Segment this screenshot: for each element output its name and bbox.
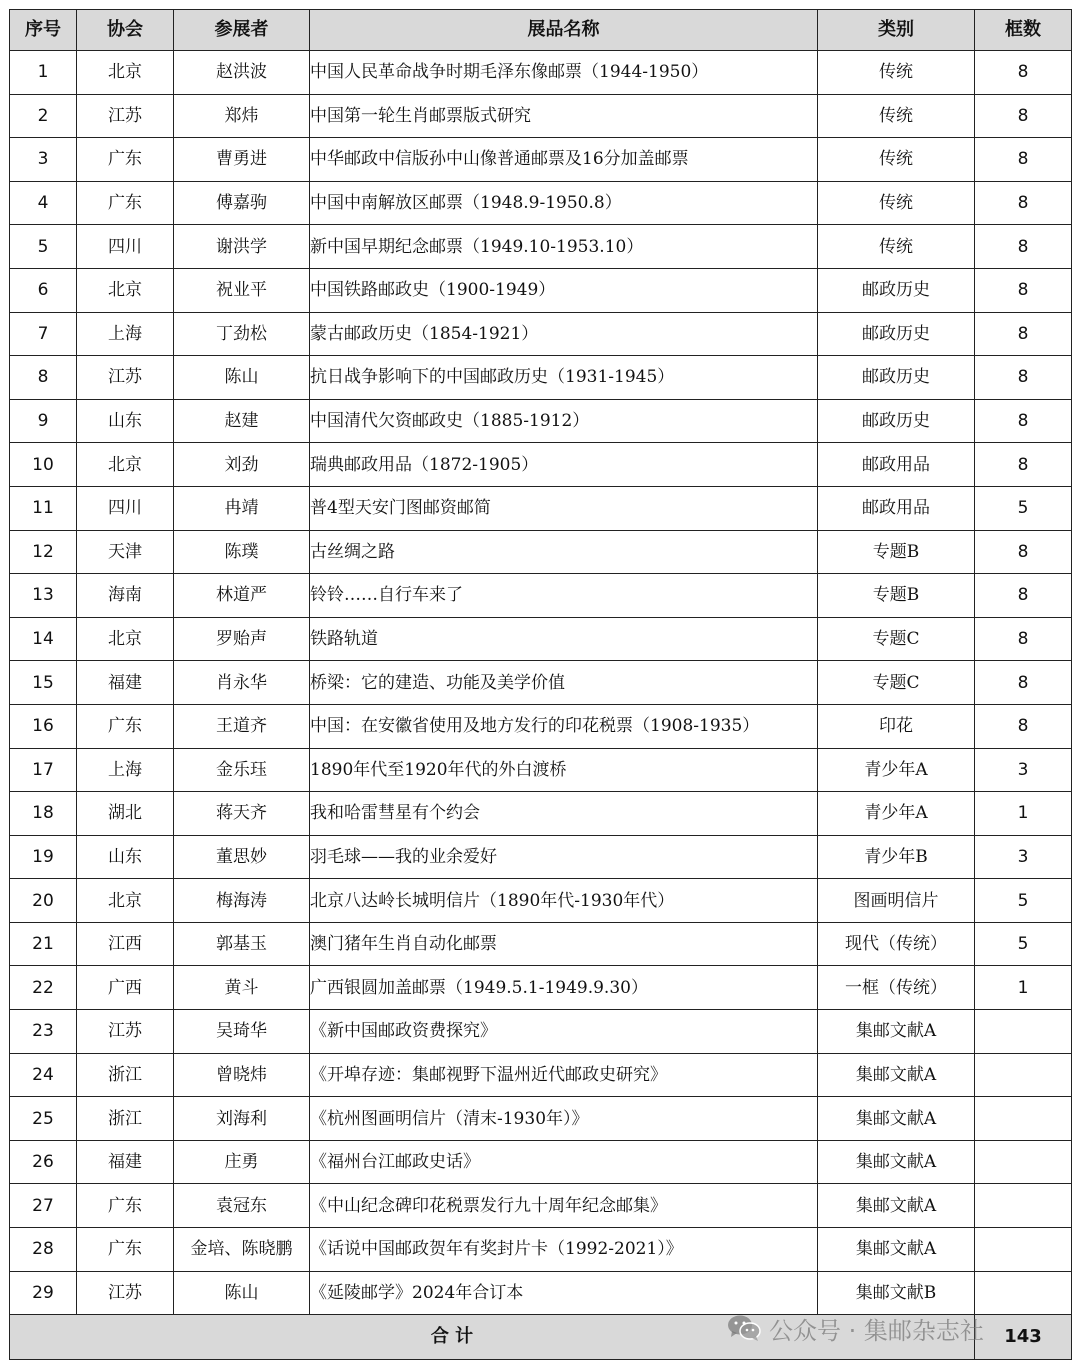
cell-exhibitor: 赵建	[174, 399, 310, 443]
cell-exhibit-title: 蒙古邮政历史（1854-1921）	[310, 312, 818, 356]
cell-category: 专题C	[818, 617, 975, 661]
cell-exhibitor: 曹勇进	[174, 138, 310, 182]
cell-frames: 8	[975, 268, 1072, 312]
cell-exhibitor: 傅嘉驹	[174, 181, 310, 225]
cell-category: 青少年B	[818, 835, 975, 879]
table-row	[10, 1053, 1072, 1097]
cell-exhibit-title: 中国清代欠资邮政史（1885-1912）	[310, 399, 818, 443]
cell-exhibit-title: 《话说中国邮政贺年有奖封片卡（1992-2021）》	[310, 1228, 818, 1272]
cell-category: 一框（传统）	[818, 966, 975, 1010]
cell-frames: 3	[975, 748, 1072, 792]
table-row	[10, 617, 1072, 661]
cell-category: 集邮文献B	[818, 1271, 975, 1315]
cell-association: 广东	[77, 181, 174, 225]
cell-association: 广东	[77, 138, 174, 182]
cell-association: 福建	[77, 1140, 174, 1184]
cell-association: 北京	[77, 443, 174, 487]
cell-association: 江苏	[77, 94, 174, 138]
cell-no: 23	[10, 1010, 77, 1054]
cell-association: 山东	[77, 399, 174, 443]
cell-no: 7	[10, 312, 77, 356]
cell-exhibitor: 黄斗	[174, 966, 310, 1010]
cell-no: 21	[10, 922, 77, 966]
cell-frames: 5	[975, 486, 1072, 530]
cell-no: 10	[10, 443, 77, 487]
cell-exhibit-title: 铃铃……自行车来了	[310, 574, 818, 618]
cell-category: 专题C	[818, 661, 975, 705]
cell-no: 17	[10, 748, 77, 792]
cell-association: 浙江	[77, 1097, 174, 1141]
cell-frames	[975, 1140, 1072, 1184]
cell-association: 北京	[77, 268, 174, 312]
total-frames: 143	[975, 1315, 1072, 1360]
cell-association: 广东	[77, 1184, 174, 1228]
cell-frames	[975, 1097, 1072, 1141]
cell-exhibitor: 金乐珏	[174, 748, 310, 792]
cell-exhibitor: 刘海利	[174, 1097, 310, 1141]
cell-no: 20	[10, 879, 77, 923]
cell-no: 3	[10, 138, 77, 182]
table-header-row	[10, 10, 1072, 51]
table-row	[10, 835, 1072, 879]
cell-no: 13	[10, 574, 77, 618]
cell-category: 邮政历史	[818, 356, 975, 400]
cell-frames: 8	[975, 661, 1072, 705]
header-category: 类别	[818, 10, 975, 51]
cell-frames: 8	[975, 312, 1072, 356]
header-exhibitor: 参展者	[174, 10, 310, 51]
table-row	[10, 138, 1072, 182]
cell-category: 现代（传统）	[818, 922, 975, 966]
cell-frames: 8	[975, 356, 1072, 400]
cell-exhibit-title: 《中山纪念碑印花税票发行九十周年纪念邮集》	[310, 1184, 818, 1228]
cell-frames: 8	[975, 399, 1072, 443]
cell-exhibitor: 刘劲	[174, 443, 310, 487]
cell-exhibitor: 冉靖	[174, 486, 310, 530]
cell-category: 邮政历史	[818, 268, 975, 312]
cell-association: 广西	[77, 966, 174, 1010]
cell-category: 图画明信片	[818, 879, 975, 923]
cell-no: 9	[10, 399, 77, 443]
cell-category: 邮政历史	[818, 312, 975, 356]
cell-exhibit-title: 铁路轨道	[310, 617, 818, 661]
cell-no: 2	[10, 94, 77, 138]
cell-exhibit-title: 广西银圆加盖邮票（1949.5.1-1949.9.30）	[310, 966, 818, 1010]
table-row	[10, 1271, 1072, 1315]
cell-association: 上海	[77, 748, 174, 792]
cell-category: 印花	[818, 704, 975, 748]
cell-frames: 5	[975, 879, 1072, 923]
cell-category: 邮政用品	[818, 486, 975, 530]
cell-association: 江苏	[77, 1271, 174, 1315]
cell-association: 四川	[77, 225, 174, 269]
header-frames: 框数	[975, 10, 1072, 51]
cell-frames: 8	[975, 225, 1072, 269]
cell-frames: 3	[975, 835, 1072, 879]
cell-association: 湖北	[77, 792, 174, 836]
cell-exhibit-title: 我和哈雷彗星有个约会	[310, 792, 818, 836]
cell-category: 集邮文献A	[818, 1053, 975, 1097]
table-row	[10, 51, 1072, 95]
cell-exhibitor: 谢洪学	[174, 225, 310, 269]
cell-exhibitor: 陈璞	[174, 530, 310, 574]
table-row	[10, 399, 1072, 443]
cell-exhibit-title: 桥梁：它的建造、功能及美学价值	[310, 661, 818, 705]
cell-exhibitor: 郭基玉	[174, 922, 310, 966]
cell-association: 北京	[77, 51, 174, 95]
cell-no: 11	[10, 486, 77, 530]
cell-category: 传统	[818, 225, 975, 269]
cell-exhibitor: 吴琦华	[174, 1010, 310, 1054]
table-row	[10, 356, 1072, 400]
cell-category: 青少年A	[818, 792, 975, 836]
cell-no: 22	[10, 966, 77, 1010]
cell-category: 集邮文献A	[818, 1228, 975, 1272]
cell-frames: 8	[975, 530, 1072, 574]
cell-no: 12	[10, 530, 77, 574]
cell-no: 5	[10, 225, 77, 269]
cell-association: 广东	[77, 1228, 174, 1272]
cell-exhibit-title: 《新中国邮政资费探究》	[310, 1010, 818, 1054]
cell-association: 上海	[77, 312, 174, 356]
cell-no: 19	[10, 835, 77, 879]
cell-exhibitor: 郑炜	[174, 94, 310, 138]
cell-no: 16	[10, 704, 77, 748]
cell-exhibit-title: 《开埠存迹：集邮视野下温州近代邮政史研究》	[310, 1053, 818, 1097]
table-row	[10, 922, 1072, 966]
table-row	[10, 225, 1072, 269]
cell-no: 27	[10, 1184, 77, 1228]
cell-exhibit-title: 瑞典邮政用品（1872-1905）	[310, 443, 818, 487]
table-row	[10, 661, 1072, 705]
cell-category: 传统	[818, 51, 975, 95]
cell-exhibitor: 赵洪波	[174, 51, 310, 95]
cell-exhibit-title: 《延陵邮学》2024年合订本	[310, 1271, 818, 1315]
table-row	[10, 1228, 1072, 1272]
cell-frames: 8	[975, 443, 1072, 487]
cell-exhibit-title: 新中国早期纪念邮票（1949.10-1953.10）	[310, 225, 818, 269]
cell-category: 青少年A	[818, 748, 975, 792]
cell-no: 18	[10, 792, 77, 836]
cell-exhibit-title: 羽毛球——我的业余爱好	[310, 835, 818, 879]
cell-frames	[975, 1010, 1072, 1054]
table-body	[10, 51, 1072, 1360]
cell-frames: 5	[975, 922, 1072, 966]
cell-category: 集邮文献A	[818, 1184, 975, 1228]
table-row	[10, 1184, 1072, 1228]
cell-exhibitor: 袁冠东	[174, 1184, 310, 1228]
table-row	[10, 1097, 1072, 1141]
cell-category: 邮政用品	[818, 443, 975, 487]
cell-exhibit-title: 澳门猪年生肖自动化邮票	[310, 922, 818, 966]
cell-exhibitor: 肖永华	[174, 661, 310, 705]
cell-exhibit-title: 中国铁路邮政史（1900-1949）	[310, 268, 818, 312]
cell-exhibitor: 梅海涛	[174, 879, 310, 923]
cell-frames: 8	[975, 51, 1072, 95]
table-row	[10, 94, 1072, 138]
cell-category: 集邮文献A	[818, 1010, 975, 1054]
cell-association: 福建	[77, 661, 174, 705]
total-row	[10, 1315, 1072, 1360]
cell-no: 15	[10, 661, 77, 705]
cell-category: 专题B	[818, 530, 975, 574]
cell-no: 1	[10, 51, 77, 95]
table-row	[10, 268, 1072, 312]
cell-frames: 8	[975, 704, 1072, 748]
cell-exhibit-title: 《杭州图画明信片（清末-1930年）》	[310, 1097, 818, 1141]
table-row	[10, 792, 1072, 836]
table-row	[10, 748, 1072, 792]
cell-no: 6	[10, 268, 77, 312]
cell-exhibit-title: 中国人民革命战争时期毛泽东像邮票（1944-1950）	[310, 51, 818, 95]
cell-exhibit-title: 抗日战争影响下的中国邮政历史（1931-1945）	[310, 356, 818, 400]
cell-exhibit-title: 中国：在安徽省使用及地方发行的印花税票（1908-1935）	[310, 704, 818, 748]
table-row	[10, 1140, 1072, 1184]
cell-no: 28	[10, 1228, 77, 1272]
cell-no: 14	[10, 617, 77, 661]
cell-category: 传统	[818, 181, 975, 225]
cell-category: 集邮文献A	[818, 1140, 975, 1184]
cell-no: 24	[10, 1053, 77, 1097]
cell-frames: 8	[975, 181, 1072, 225]
cell-exhibit-title: 北京八达岭长城明信片（1890年代-1930年代）	[310, 879, 818, 923]
cell-frames	[975, 1184, 1072, 1228]
cell-association: 四川	[77, 486, 174, 530]
cell-frames	[975, 1228, 1072, 1272]
cell-exhibitor: 蒋天齐	[174, 792, 310, 836]
cell-no: 29	[10, 1271, 77, 1315]
table-row	[10, 574, 1072, 618]
cell-frames: 8	[975, 94, 1072, 138]
cell-association: 浙江	[77, 1053, 174, 1097]
cell-no: 25	[10, 1097, 77, 1141]
cell-association: 广东	[77, 704, 174, 748]
cell-frames: 1	[975, 966, 1072, 1010]
cell-exhibitor: 罗贻声	[174, 617, 310, 661]
cell-exhibit-title: 中国中南解放区邮票（1948.9-1950.8）	[310, 181, 818, 225]
cell-association: 山东	[77, 835, 174, 879]
cell-association: 江苏	[77, 1010, 174, 1054]
table-row	[10, 181, 1072, 225]
cell-category: 传统	[818, 94, 975, 138]
cell-exhibit-title: 古丝绸之路	[310, 530, 818, 574]
cell-category: 邮政历史	[818, 399, 975, 443]
cell-association: 海南	[77, 574, 174, 618]
cell-exhibit-title: 1890年代至1920年代的外白渡桥	[310, 748, 818, 792]
cell-category: 集邮文献A	[818, 1097, 975, 1141]
table-row	[10, 966, 1072, 1010]
cell-association: 北京	[77, 617, 174, 661]
cell-association: 江苏	[77, 356, 174, 400]
cell-association: 北京	[77, 879, 174, 923]
table-row	[10, 879, 1072, 923]
cell-no: 26	[10, 1140, 77, 1184]
cell-category: 专题B	[818, 574, 975, 618]
cell-exhibitor: 丁劲松	[174, 312, 310, 356]
cell-frames	[975, 1053, 1072, 1097]
cell-no: 4	[10, 181, 77, 225]
cell-exhibitor: 董思妙	[174, 835, 310, 879]
cell-no: 8	[10, 356, 77, 400]
cell-exhibit-title: 普4型天安门图邮资邮简	[310, 486, 818, 530]
cell-exhibitor: 陈山	[174, 356, 310, 400]
header-no: 序号	[10, 10, 77, 51]
table-row	[10, 486, 1072, 530]
exhibit-table	[9, 9, 1072, 1360]
cell-exhibitor: 曾晓炜	[174, 1053, 310, 1097]
cell-exhibitor: 金培、陈晓鹏	[174, 1228, 310, 1272]
cell-association: 天津	[77, 530, 174, 574]
cell-exhibit-title: 中国第一轮生肖邮票版式研究	[310, 94, 818, 138]
cell-exhibit-title: 中华邮政中信版孙中山像普通邮票及16分加盖邮票	[310, 138, 818, 182]
cell-frames: 8	[975, 574, 1072, 618]
cell-exhibitor: 陈山	[174, 1271, 310, 1315]
cell-frames	[975, 1271, 1072, 1315]
cell-association: 江西	[77, 922, 174, 966]
table-row	[10, 443, 1072, 487]
cell-exhibit-title: 《福州台江邮政史话》	[310, 1140, 818, 1184]
watermark-text: 公众号 · 集邮杂志社	[769, 1316, 984, 1345]
table-row	[10, 1010, 1072, 1054]
total-label: 合 计	[10, 1315, 975, 1360]
cell-frames: 8	[975, 138, 1072, 182]
cell-exhibitor: 林道严	[174, 574, 310, 618]
cell-frames: 1	[975, 792, 1072, 836]
cell-category: 传统	[818, 138, 975, 182]
header-association: 协会	[77, 10, 174, 51]
cell-exhibitor: 祝业平	[174, 268, 310, 312]
cell-frames: 8	[975, 617, 1072, 661]
cell-exhibitor: 庄勇	[174, 1140, 310, 1184]
table-row	[10, 312, 1072, 356]
table-row	[10, 704, 1072, 748]
cell-exhibitor: 王道齐	[174, 704, 310, 748]
table-row	[10, 530, 1072, 574]
header-exhibit-title: 展品名称	[310, 10, 818, 51]
